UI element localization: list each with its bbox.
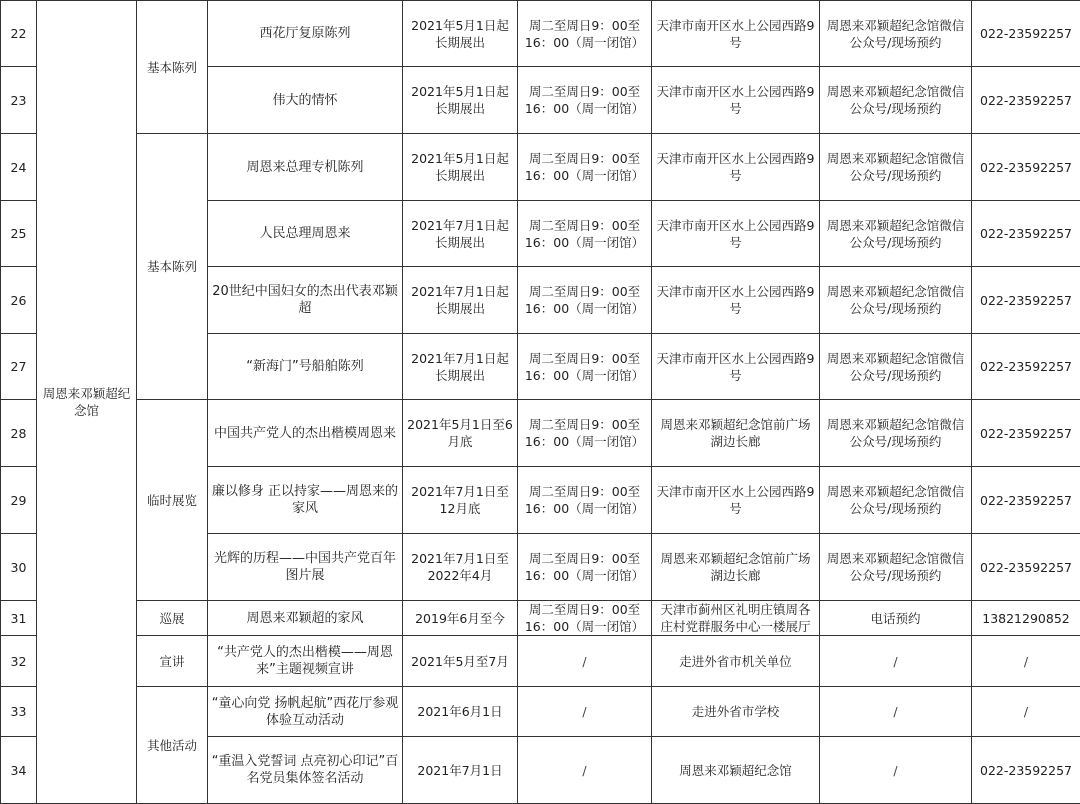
cell-phone: 13821290852 bbox=[972, 601, 1080, 636]
row-number: 32 bbox=[1, 636, 37, 687]
cell-exhibit-name: “共产党人的杰出楷模——周恩来”主题视频宣讲 bbox=[208, 636, 403, 687]
cell-hours: 周二至周日9：00至16：00（周一闭馆） bbox=[518, 467, 652, 534]
cell-address: 走进外省市机关单位 bbox=[652, 636, 820, 687]
cell-category: 基本陈列 bbox=[137, 134, 208, 400]
cell-exhibit-name: “重温入党誓词 点亮初心印记”百名党员集体签名活动 bbox=[208, 737, 403, 804]
cell-address: 天津市南开区水上公园西路9号 bbox=[652, 334, 820, 400]
cell-booking: 周恩来邓颖超纪念馆微信公众号/现场预约 bbox=[820, 267, 972, 334]
table-row bbox=[1, 134, 1080, 201]
cell-hours: / bbox=[518, 687, 652, 737]
cell-hours: / bbox=[518, 737, 652, 804]
row-number: 27 bbox=[1, 334, 37, 400]
cell-exhibit-name: 周恩来总理专机陈列 bbox=[208, 134, 403, 201]
cell-category: 巡展 bbox=[137, 601, 208, 636]
cell-exhibit-name: 西花厅复原陈列 bbox=[208, 1, 403, 67]
cell-address: 天津市南开区水上公园西路9号 bbox=[652, 467, 820, 534]
cell-hours: 周二至周日9：00至16：00（周一闭馆） bbox=[518, 134, 652, 201]
cell-exhibit-name: “新海门”号船舶陈列 bbox=[208, 334, 403, 400]
row-number: 28 bbox=[1, 400, 37, 467]
row-number: 25 bbox=[1, 201, 37, 267]
row-number: 33 bbox=[1, 687, 37, 737]
cell-phone: 022-23592257 bbox=[972, 534, 1080, 601]
cell-date: 2021年5月1日至6月底 bbox=[403, 400, 518, 467]
cell-address: 天津市南开区水上公园西路9号 bbox=[652, 1, 820, 67]
cell-phone: 022-23592257 bbox=[972, 201, 1080, 267]
cell-exhibit-name: 20世纪中国妇女的杰出代表邓颖超 bbox=[208, 267, 403, 334]
row-number: 26 bbox=[1, 267, 37, 334]
cell-category: 临时展览 bbox=[137, 400, 208, 601]
cell-date: 2021年5月1日起长期展出 bbox=[403, 67, 518, 134]
cell-booking: 周恩来邓颖超纪念馆微信公众号/现场预约 bbox=[820, 400, 972, 467]
cell-address: 走进外省市学校 bbox=[652, 687, 820, 737]
row-number: 22 bbox=[1, 1, 37, 67]
table-row bbox=[1, 601, 1080, 636]
cell-hours: 周二至周日9：00至16：00（周一闭馆） bbox=[518, 601, 652, 636]
cell-hours: / bbox=[518, 636, 652, 687]
cell-address: 天津市南开区水上公园西路9号 bbox=[652, 201, 820, 267]
cell-exhibit-name: 人民总理周恩来 bbox=[208, 201, 403, 267]
table-row bbox=[1, 636, 1080, 687]
cell-phone: 022-23592257 bbox=[972, 134, 1080, 201]
cell-exhibit-name: 光辉的历程——中国共产党百年图片展 bbox=[208, 534, 403, 601]
cell-hours: 周二至周日9：00至16：00（周一闭馆） bbox=[518, 267, 652, 334]
cell-address: 天津市蓟州区礼明庄镇周各庄村党群服务中心一楼展厅 bbox=[652, 601, 820, 636]
cell-address: 周恩来邓颖超纪念馆 bbox=[652, 737, 820, 804]
cell-hours: 周二至周日9：00至16：00（周一闭馆） bbox=[518, 400, 652, 467]
cell-address: 天津市南开区水上公园西路9号 bbox=[652, 67, 820, 134]
cell-date: 2021年5月1日起长期展出 bbox=[403, 134, 518, 201]
cell-hours: 周二至周日9：00至16：00（周一闭馆） bbox=[518, 534, 652, 601]
row-number: 23 bbox=[1, 67, 37, 134]
row-number: 29 bbox=[1, 467, 37, 534]
cell-category: 基本陈列 bbox=[137, 1, 208, 134]
cell-phone: 022-23592257 bbox=[972, 267, 1080, 334]
cell-exhibit-name: 中国共产党人的杰出楷模周恩来 bbox=[208, 400, 403, 467]
cell-phone: 022-23592257 bbox=[972, 400, 1080, 467]
cell-booking: 周恩来邓颖超纪念馆微信公众号/现场预约 bbox=[820, 334, 972, 400]
cell-exhibit-name: 伟大的情怀 bbox=[208, 67, 403, 134]
cell-booking: 周恩来邓颖超纪念馆微信公众号/现场预约 bbox=[820, 67, 972, 134]
cell-hours: 周二至周日9：00至16：00（周一闭馆） bbox=[518, 334, 652, 400]
cell-exhibit-name: 周恩来邓颖超的家风 bbox=[208, 601, 403, 636]
cell-address: 周恩来邓颖超纪念馆前广场湖边长廊 bbox=[652, 400, 820, 467]
cell-address: 周恩来邓颖超纪念馆前广场湖边长廊 bbox=[652, 534, 820, 601]
cell-phone: / bbox=[972, 636, 1080, 687]
cell-booking: / bbox=[820, 737, 972, 804]
row-number: 24 bbox=[1, 134, 37, 201]
cell-phone: 022-23592257 bbox=[972, 334, 1080, 400]
table-row bbox=[1, 687, 1080, 737]
cell-venue: 周恩来邓颖超纪念馆 bbox=[37, 1, 137, 804]
cell-phone: / bbox=[972, 687, 1080, 737]
cell-date: 2021年7月1日起长期展出 bbox=[403, 267, 518, 334]
cell-hours: 周二至周日9：00至16：00（周一闭馆） bbox=[518, 201, 652, 267]
cell-booking: 周恩来邓颖超纪念馆微信公众号/现场预约 bbox=[820, 1, 972, 67]
cell-address: 天津市南开区水上公园西路9号 bbox=[652, 267, 820, 334]
cell-date: 2021年7月1日 bbox=[403, 737, 518, 804]
cell-exhibit-name: “童心向党 扬帆起航”西花厅参观体验互动活动 bbox=[208, 687, 403, 737]
cell-phone: 022-23592257 bbox=[972, 1, 1080, 67]
cell-date: 2021年7月1日起长期展出 bbox=[403, 201, 518, 267]
cell-category: 宣讲 bbox=[137, 636, 208, 687]
cell-date: 2021年5月至7月 bbox=[403, 636, 518, 687]
row-number: 34 bbox=[1, 737, 37, 804]
cell-booking: 周恩来邓颖超纪念馆微信公众号/现场预约 bbox=[820, 534, 972, 601]
row-number: 31 bbox=[1, 601, 37, 636]
cell-address: 天津市南开区水上公园西路9号 bbox=[652, 134, 820, 201]
cell-booking: / bbox=[820, 636, 972, 687]
row-number: 30 bbox=[1, 534, 37, 601]
cell-date: 2021年7月1日至12月底 bbox=[403, 467, 518, 534]
cell-booking: 电话预约 bbox=[820, 601, 972, 636]
cell-date: 2021年5月1日起长期展出 bbox=[403, 1, 518, 67]
table-row bbox=[1, 400, 1080, 467]
cell-date: 2021年7月1日至2022年4月 bbox=[403, 534, 518, 601]
cell-booking: / bbox=[820, 687, 972, 737]
cell-booking: 周恩来邓颖超纪念馆微信公众号/现场预约 bbox=[820, 201, 972, 267]
cell-hours: 周二至周日9：00至16：00（周一闭馆） bbox=[518, 67, 652, 134]
cell-phone: 022-23592257 bbox=[972, 737, 1080, 804]
cell-date: 2021年6月1日 bbox=[403, 687, 518, 737]
cell-exhibit-name: 廉以修身 正以持家——周恩来的家风 bbox=[208, 467, 403, 534]
cell-date: 2019年6月至今 bbox=[403, 601, 518, 636]
cell-booking: 周恩来邓颖超纪念馆微信公众号/现场预约 bbox=[820, 467, 972, 534]
cell-phone: 022-23592257 bbox=[972, 67, 1080, 134]
table-row bbox=[1, 1, 1080, 67]
cell-booking: 周恩来邓颖超纪念馆微信公众号/现场预约 bbox=[820, 134, 972, 201]
cell-phone: 022-23592257 bbox=[972, 467, 1080, 534]
cell-category: 其他活动 bbox=[137, 687, 208, 804]
cell-date: 2021年7月1日起长期展出 bbox=[403, 334, 518, 400]
cell-hours: 周二至周日9：00至16：00（周一闭馆） bbox=[518, 1, 652, 67]
